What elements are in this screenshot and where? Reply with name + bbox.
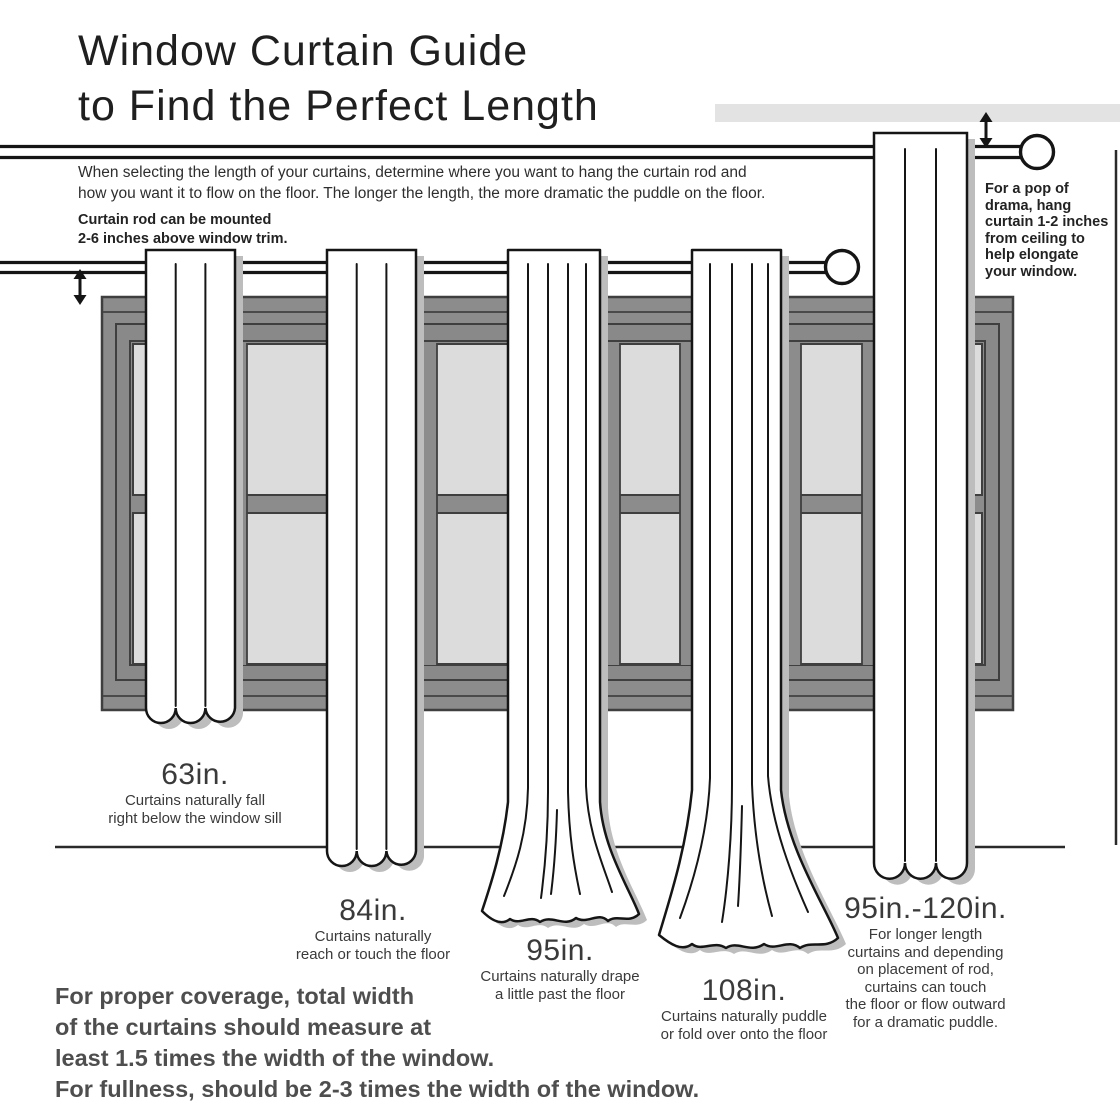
page-title-line2: to Find the Perfect Length bbox=[78, 82, 599, 130]
intro-line2: how you want it to flow on the floor. The longer the length, the more dramatic the puddle on the floor. bbox=[78, 185, 766, 202]
ceiling-note-line5: help elongate bbox=[985, 247, 1079, 263]
page-title bbox=[78, 24, 599, 134]
rod-height-arrow-lower bbox=[74, 269, 87, 305]
length-label-95-120in: 95in.-120in. bbox=[844, 892, 1007, 925]
coverage-note-line4: For fullness, should be 2-3 times the width of the window. bbox=[55, 1076, 700, 1102]
rod-mount-note-line2: 2-6 inches above window trim. bbox=[78, 231, 288, 247]
desc-108in-line2: or fold over onto the floor bbox=[660, 1025, 828, 1043]
coverage-note bbox=[55, 981, 699, 1105]
length-label-63in: 63in. bbox=[161, 758, 229, 791]
ceiling-note-line6: your window. bbox=[985, 263, 1078, 280]
rod-mount-note bbox=[78, 211, 288, 249]
desc-95-120in-line4: curtains can touch bbox=[864, 978, 987, 996]
length-label-95in: 95in. bbox=[526, 934, 594, 967]
desc-95-120in-line5: the floor or flow outward bbox=[845, 996, 1006, 1013]
desc-63in-line2: right below the window sill bbox=[108, 809, 282, 827]
ceiling-mount-note bbox=[985, 181, 1120, 280]
curtain-63in-illustration bbox=[146, 250, 243, 729]
desc-84in-line2: reach or touch the floor bbox=[295, 945, 451, 963]
desc-108in-line1: Curtains naturally puddle bbox=[661, 1008, 827, 1025]
length-desc-95-120in bbox=[813, 926, 1038, 1031]
coverage-note-line2: of the curtains should measure at bbox=[55, 1014, 432, 1040]
page-title-line1: Window Curtain Guide bbox=[78, 27, 529, 75]
desc-95-120in-line1: For longer length bbox=[868, 926, 983, 943]
rod-finial-lower bbox=[826, 251, 859, 284]
intro-paragraph bbox=[78, 162, 765, 204]
desc-84in-line1: Curtains naturally bbox=[314, 928, 432, 945]
ceiling-note-line3: curtain 1-2 inches bbox=[985, 214, 1109, 230]
intro-line1: When selecting the length of your curtains, determine where you want to hang the curtain rod and bbox=[78, 164, 747, 181]
label-84in bbox=[273, 894, 473, 963]
desc-95-120in-line2: curtains and depending bbox=[847, 943, 1004, 961]
rod-mount-note-line1: Curtain rod can be mounted bbox=[78, 212, 272, 228]
length-desc-84in bbox=[273, 928, 473, 963]
coverage-note-line1: For proper coverage, total width bbox=[55, 983, 415, 1009]
label-95-120in bbox=[813, 892, 1038, 1031]
desc-95in-line2: a little past the floor bbox=[494, 985, 626, 1003]
ceiling-accent-bar bbox=[715, 104, 1120, 122]
coverage-note-line3: least 1.5 times the width of the window. bbox=[55, 1045, 495, 1071]
length-desc-63in bbox=[95, 792, 295, 827]
length-label-108in: 108in. bbox=[701, 974, 787, 1007]
desc-95in-line1: Curtains naturally drape bbox=[480, 968, 640, 985]
curtain-95-120in-illustration bbox=[874, 133, 975, 885]
label-63in bbox=[95, 758, 295, 827]
ceiling-note-line1: For a pop of bbox=[985, 181, 1069, 197]
desc-95-120in-line3: on placement of rod, bbox=[857, 961, 994, 978]
length-label-84in: 84in. bbox=[339, 894, 407, 927]
curtain-84in-illustration bbox=[327, 250, 424, 872]
ceiling-note-line4: from ceiling to bbox=[985, 230, 1085, 247]
desc-95-120in-line6: for a dramatic puddle. bbox=[852, 1013, 999, 1031]
rod-finial-upper bbox=[1021, 136, 1054, 169]
desc-63in-line1: Curtains naturally fall bbox=[124, 792, 266, 809]
ceiling-note-line2: drama, hang bbox=[985, 197, 1072, 214]
